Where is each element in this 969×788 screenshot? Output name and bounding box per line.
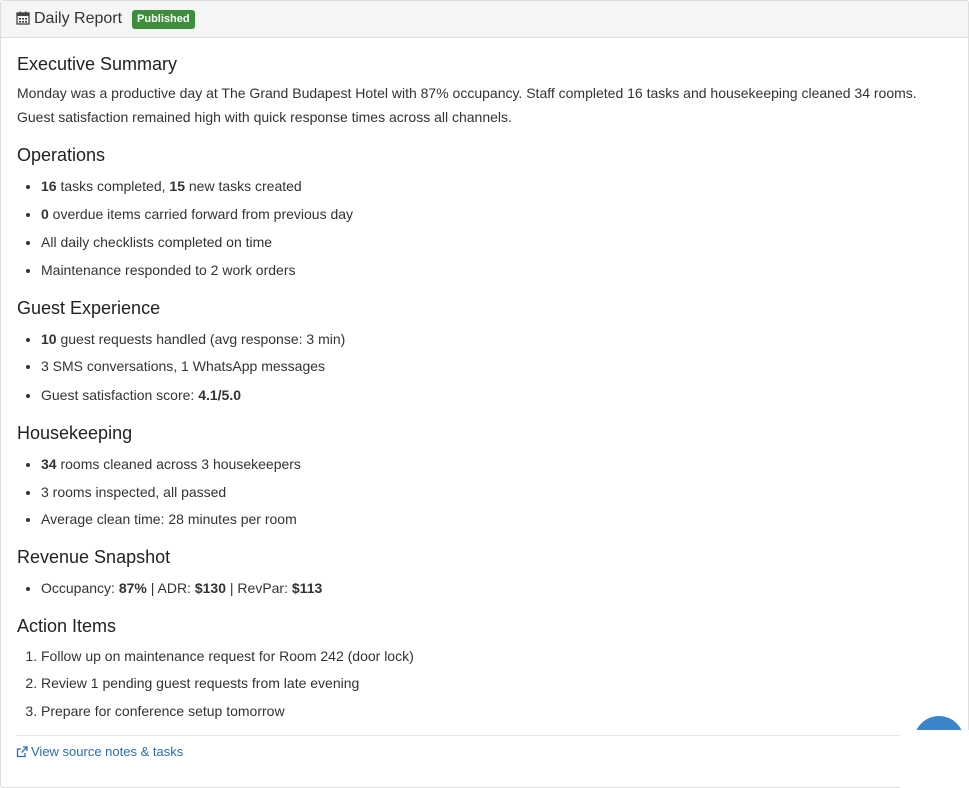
action-item: 2. Review 1 pending guest requests from late evening [41,673,414,693]
action-item: 1. Follow up on maintenance request for Room 242 (door lock) [41,646,414,666]
revenue-heading: Revenue Snapshot [17,547,171,567]
housekeeping-heading: Housekeeping [17,423,133,443]
operations-heading: Operations [17,145,106,165]
calendar-icon [16,11,30,25]
list-item: • 34 rooms cleaned across 3 housekeepers [41,454,301,474]
actions-heading: Action Items [17,616,117,636]
external-link-icon [16,746,28,758]
list-item: • 16 tasks completed, 15 new tasks created [41,176,353,196]
summary-heading: Executive Summary [17,54,178,74]
revenue-list [17,578,322,598]
list-item: • Guest satisfaction score: 4.1/5.0 [41,385,345,405]
summary-text: Monday was a productive day at The Grand Budapest Hotel with 87% occupancy. Staff completed 16 tasks and housekeeping cleaned 34 rooms. Guest satisfaction remained high with quick response times across all channels. [17,85,917,125]
actions-list [17,646,414,721]
list-item: • Maintenance responded to 2 work orders [41,260,353,280]
list-item: • 3 SMS conversations, 1 WhatsApp messages [41,356,345,376]
list-item: • 0 overdue items carried forward from previous day [41,204,353,224]
list-item: • 10 guest requests handled (avg response: 3 min) [41,329,345,349]
divider [16,735,953,736]
operations-list [17,176,353,280]
guest-heading: Guest Experience [17,298,161,318]
action-item: 3. Prepare for conference setup tomorrow [41,701,414,721]
view-source-label: View source notes & tasks [31,744,184,759]
guest-list [17,329,345,405]
list-item: • 3 rooms inspected, all passed [41,482,301,502]
chat-widget-overlay [900,730,969,788]
view-source-link[interactable] [16,744,183,759]
page-title: Daily Report [34,10,123,27]
list-item: • All daily checklists completed on time [41,232,353,252]
list-item: • Average clean time: 28 minutes per room [41,509,301,529]
list-item: • Occupancy: 87% | ADR: $130 | RevPar: $113 [41,578,322,598]
panel-header [1,1,968,38]
status-badge: Published [132,10,195,29]
housekeeping-list [17,454,301,529]
